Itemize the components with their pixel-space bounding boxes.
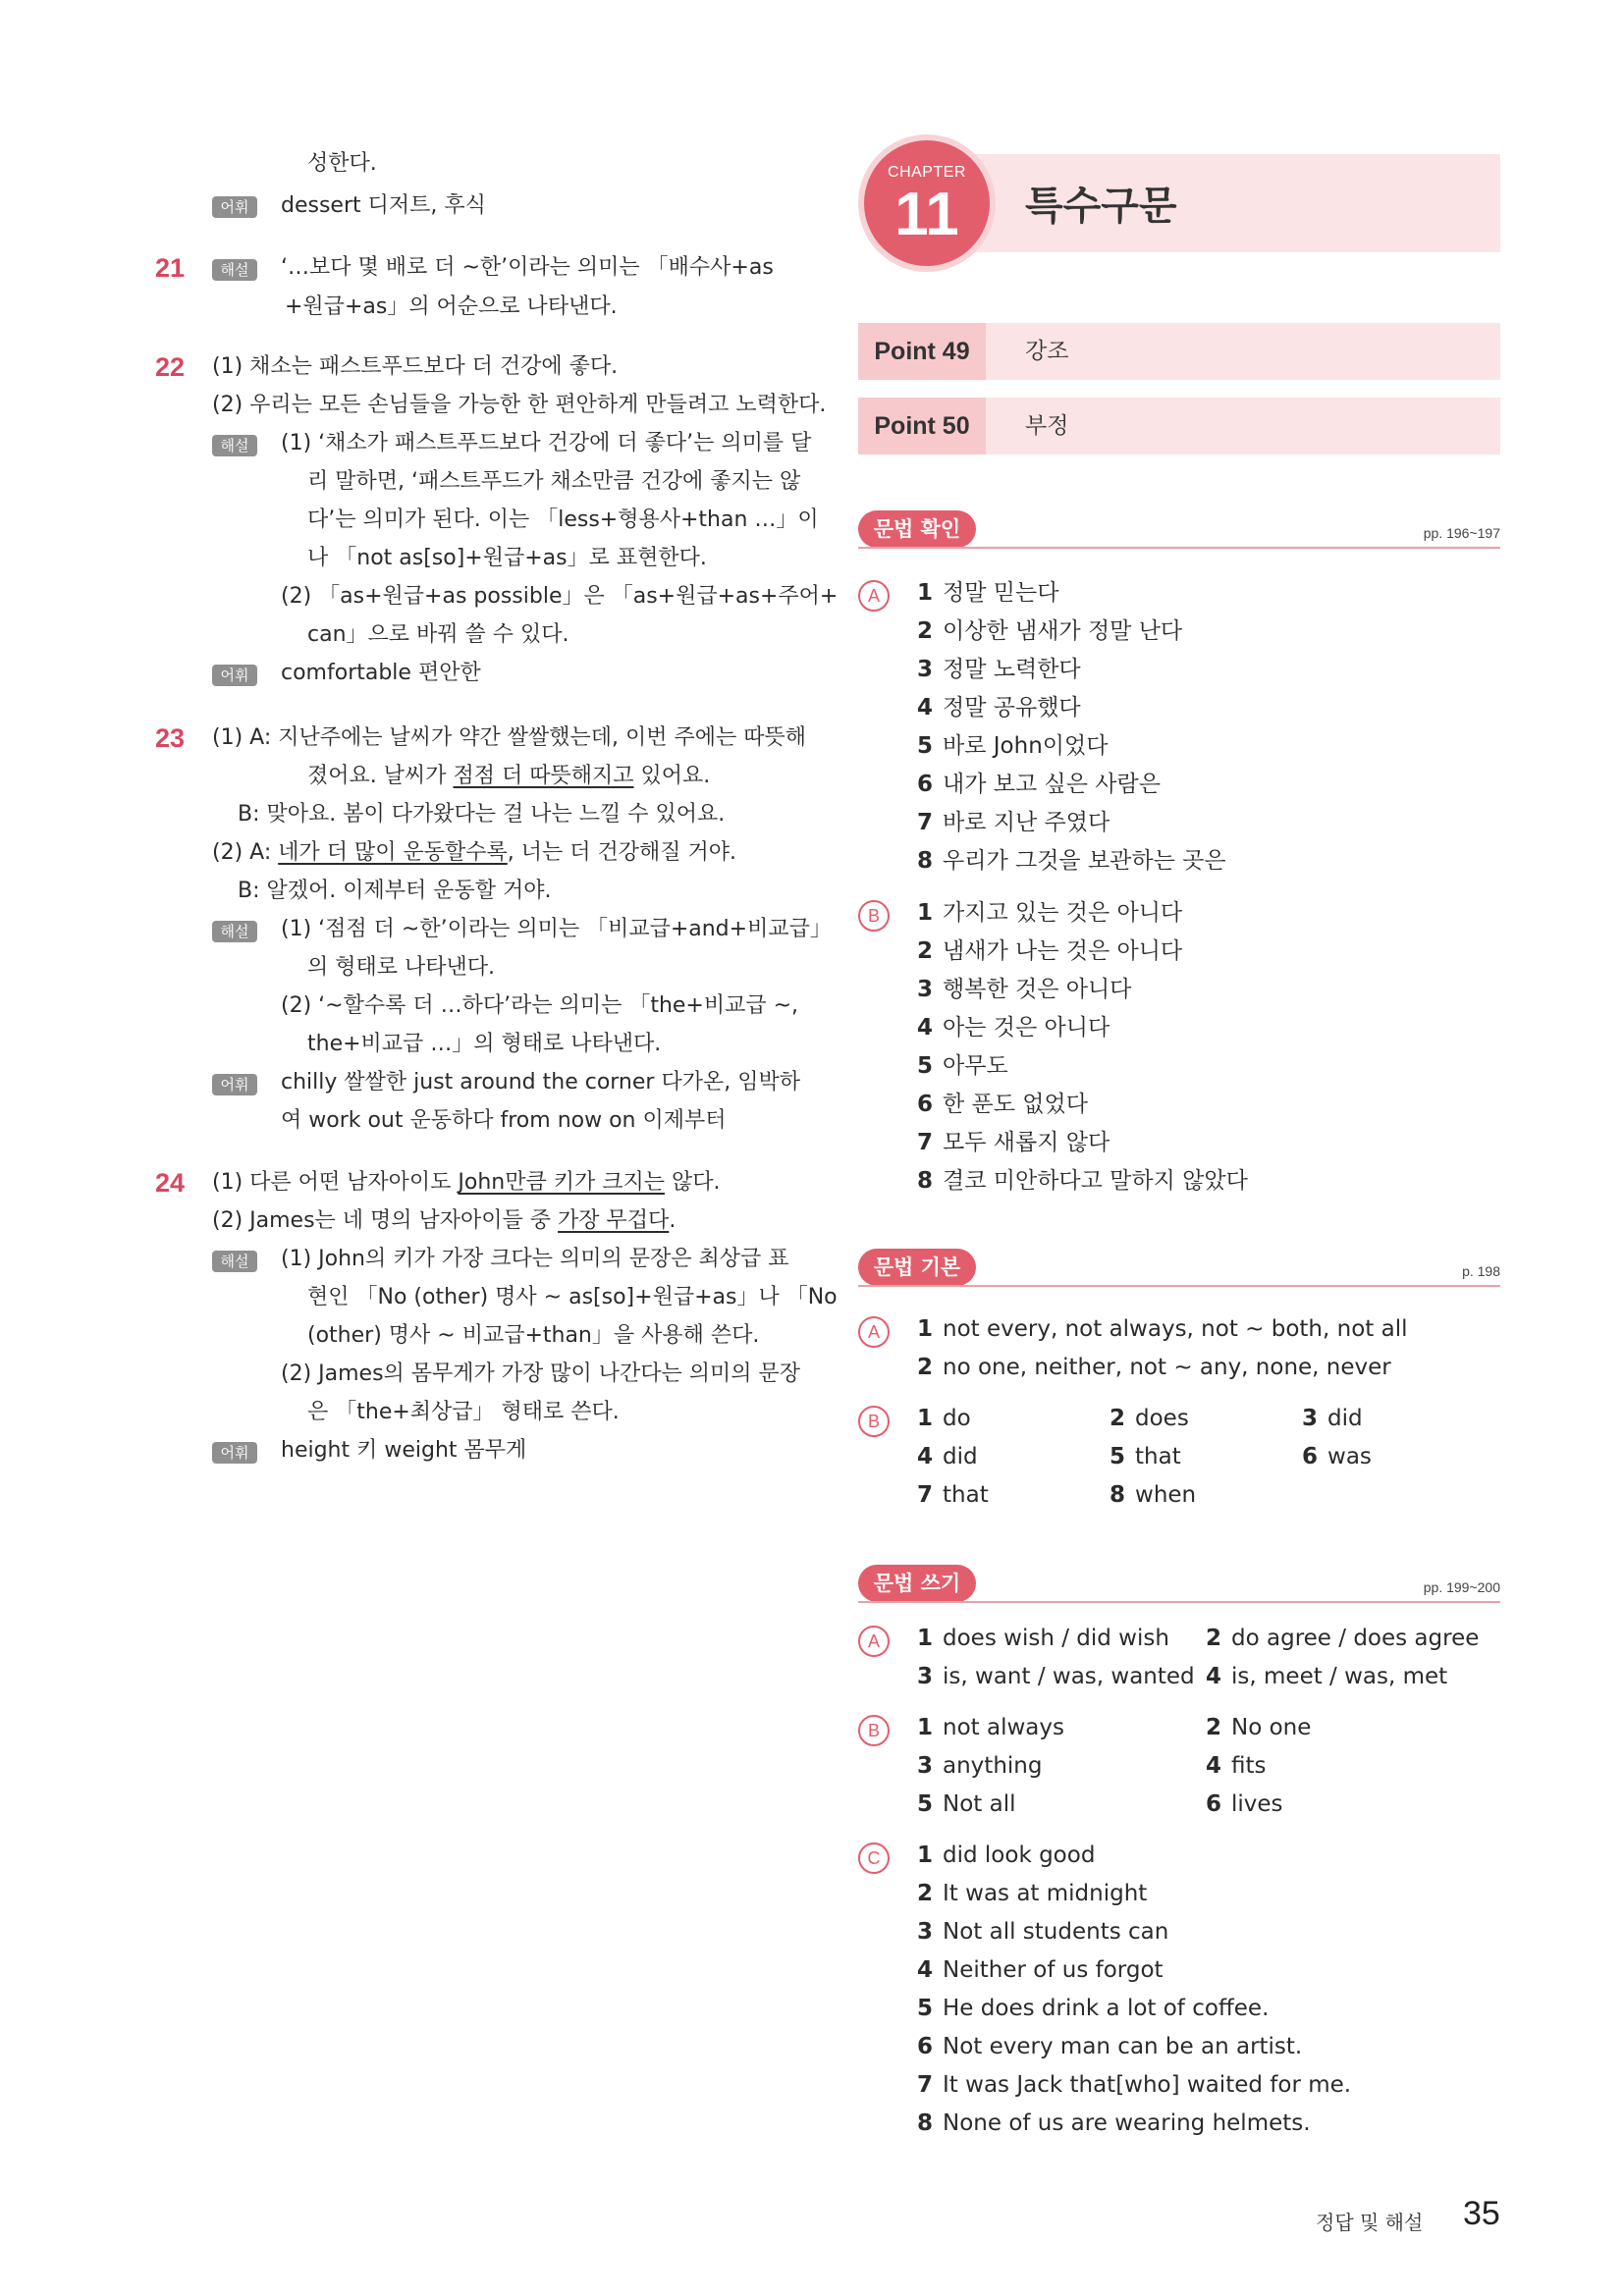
explain-line: 현인 「No (other) 명사 ~ as[so]+원급+as」나 「No xyxy=(307,1285,838,1309)
question-number: 21 xyxy=(155,253,186,283)
answer-item xyxy=(917,2070,1351,2100)
underlined-answer: 가장 무겁다 xyxy=(558,1208,670,1233)
answer-item xyxy=(917,1841,1095,1870)
section-title: 문법 쓰기 xyxy=(858,1565,976,1602)
vocab-line: comfortable 편안한 xyxy=(281,661,481,685)
item-number: 3 xyxy=(917,1753,934,1779)
dialog-line: B: 맞아요. 봄이 다가왔다는 걸 나는 느낄 수 있어요. xyxy=(238,802,726,827)
item-number: 1 xyxy=(917,1715,934,1740)
item-number: 1 xyxy=(917,1406,934,1431)
answer-item xyxy=(1110,1404,1189,1433)
explain-line: ‘…보다 몇 배로 더 ~한’이라는 의미는 「배수사+as xyxy=(281,255,774,280)
item-number: 8 xyxy=(1110,1482,1126,1508)
item-number: 1 xyxy=(917,900,934,926)
vocab-tag: 어휘 xyxy=(212,1442,257,1464)
answer-item xyxy=(1206,1662,1447,1691)
item-text: 바로 John이었다 xyxy=(943,733,1109,759)
answer-item xyxy=(917,1879,1147,1908)
vocab-tag: 어휘 xyxy=(212,196,257,218)
explain-line: can」으로 바꿔 쓸 수 있다. xyxy=(307,622,569,647)
item-text: is, meet / was, met xyxy=(1231,1664,1448,1689)
item-number: 3 xyxy=(917,1664,934,1689)
intro-vocab: dessert 디저트, 후식 xyxy=(281,193,486,218)
answer-item xyxy=(1206,1713,1311,1742)
answer-item xyxy=(1206,1789,1283,1819)
item-number: 7 xyxy=(917,2072,934,2098)
item-text: was xyxy=(1327,1444,1372,1469)
answer-line: (1) 채소는 패스트푸드보다 더 건강에 좋다. xyxy=(212,354,619,379)
item-number: 3 xyxy=(917,1919,934,1945)
answer-item xyxy=(1110,1442,1181,1471)
vocab-line: chilly 쌀쌀한 just around the corner 다가온, 임박하 xyxy=(281,1070,800,1095)
answer-item xyxy=(917,2109,1311,2138)
item-text: is, want / was, wanted xyxy=(943,1664,1195,1689)
item-number: 1 xyxy=(917,1626,934,1651)
footer-label: 정답 및 해설 xyxy=(1316,2211,1424,2234)
dialog-line: 졌어요. 날씨가 점점 더 따뜻해지고 있어요. xyxy=(307,764,711,788)
item-number: 1 xyxy=(917,1316,934,1342)
item-number: 5 xyxy=(917,733,934,759)
item-number: 4 xyxy=(917,695,934,721)
explain-line: (1) John의 키가 가장 크다는 의미의 문장은 최상급 표 xyxy=(281,1247,789,1271)
answer-item xyxy=(1206,1751,1267,1781)
item-text: He does drink a lot of coffee. xyxy=(943,1996,1270,2021)
answer-item xyxy=(917,1789,1016,1819)
item-number: 6 xyxy=(917,1092,934,1117)
item-text: did look good xyxy=(943,1842,1096,1868)
explain-tag: 해설 xyxy=(212,1251,257,1272)
group-marker: C xyxy=(858,1842,890,1874)
item-number: 2 xyxy=(1206,1715,1222,1740)
item-text: It was at midnight xyxy=(943,1881,1148,1906)
item-text: 내가 보고 싶은 사람은 xyxy=(943,772,1161,797)
explain-tag: 해설 xyxy=(212,435,257,456)
item-number: 5 xyxy=(917,1791,934,1817)
page-number: 35 xyxy=(1463,2195,1500,2232)
item-number: 2 xyxy=(1206,1626,1222,1651)
dialog-line: B: 알겠어. 이제부터 운동할 거야. xyxy=(238,879,552,903)
item-text: 아는 것은 아니다 xyxy=(943,1015,1110,1041)
group-marker: A xyxy=(858,580,890,612)
answer-item xyxy=(917,1955,1164,1985)
answer-item xyxy=(917,770,1161,799)
item-number: 5 xyxy=(1110,1444,1126,1469)
vocab-line: height 키 weight 몸무게 xyxy=(281,1438,527,1463)
answer-item xyxy=(917,731,1108,761)
answer-item xyxy=(1110,1480,1196,1510)
answer-item xyxy=(917,808,1110,837)
item-text: did xyxy=(1327,1406,1363,1431)
explain-line: (2) ‘~할수록 더 …하다’라는 의미는 「the+비교급 ~, xyxy=(281,993,799,1018)
point-text: 강조 xyxy=(1025,339,1069,364)
answer-item xyxy=(917,1442,978,1471)
answer-item xyxy=(917,1404,971,1433)
item-text: no one, neither, not ~ any, none, never xyxy=(943,1355,1391,1380)
item-number: 1 xyxy=(917,580,934,606)
explain-tag: 해설 xyxy=(212,921,257,942)
question-number: 22 xyxy=(155,352,186,382)
explain-line: 다’는 의미가 된다. 이는 「less+형용사+than …」이 xyxy=(307,507,819,532)
answer-item xyxy=(917,936,1182,966)
answer-item xyxy=(917,1624,1169,1653)
answer-item xyxy=(917,898,1182,928)
answer-item xyxy=(917,1013,1110,1042)
item-text: Not every man can be an artist. xyxy=(943,2034,1303,2059)
item-number: 4 xyxy=(917,1015,934,1041)
item-text: 정말 노력한다 xyxy=(943,657,1081,682)
item-number: 7 xyxy=(917,1130,934,1155)
point-label: Point 49 xyxy=(858,323,986,380)
item-text: 우리가 그것을 보관하는 곳은 xyxy=(943,848,1226,874)
item-text: 한 푼도 없었다 xyxy=(943,1092,1088,1117)
explain-line: (2) James의 몸무게가 가장 많이 나간다는 의미의 문장 xyxy=(281,1362,801,1386)
vocab-tag: 어휘 xyxy=(212,1074,257,1095)
answer-item xyxy=(917,2032,1302,2061)
item-number: 7 xyxy=(917,810,934,835)
explain-line: the+비교급 …」의 형태로 나타낸다. xyxy=(307,1032,662,1056)
item-number: 2 xyxy=(917,1355,934,1380)
answer-item xyxy=(917,1128,1110,1157)
item-number: 4 xyxy=(917,1957,934,1983)
item-text: 가지고 있는 것은 아니다 xyxy=(943,900,1183,926)
group-marker: B xyxy=(858,900,890,932)
item-number: 3 xyxy=(917,977,934,1002)
item-text: 바로 지난 주였다 xyxy=(943,810,1110,835)
answer-item xyxy=(1206,1624,1479,1653)
underlined-answer: John만큼 키가 크지는 xyxy=(458,1170,665,1195)
item-text: does wish / did wish xyxy=(943,1626,1169,1651)
chapter-label: CHAPTER xyxy=(888,164,966,181)
item-text: 정말 공유했다 xyxy=(943,695,1081,721)
answer-item xyxy=(917,1353,1391,1382)
item-number: 5 xyxy=(917,1996,934,2021)
answer-item xyxy=(917,1662,1195,1691)
item-number: 2 xyxy=(917,1881,934,1906)
item-text: that xyxy=(1135,1444,1181,1469)
item-number: 2 xyxy=(1110,1406,1126,1431)
answer-item xyxy=(917,1090,1088,1119)
explain-line: 리 말하면, ‘패스트푸드가 채소만큼 건강에 좋지는 않 xyxy=(307,469,801,494)
explain-line: 은 「the+최상급」 형태로 쓴다. xyxy=(307,1400,620,1424)
section-pages: p. 198 xyxy=(1462,1263,1500,1279)
answer-item xyxy=(917,1994,1269,2023)
item-text: anything xyxy=(943,1753,1043,1779)
answer-item xyxy=(917,616,1182,646)
item-text: 결코 미안하다고 말하지 않았다 xyxy=(943,1168,1248,1194)
item-text: did xyxy=(943,1444,978,1469)
item-number: 6 xyxy=(1302,1444,1319,1469)
item-text: 모두 새롭지 않다 xyxy=(943,1130,1110,1155)
group-marker: B xyxy=(858,1715,890,1746)
item-number: 4 xyxy=(1206,1664,1222,1689)
item-number: 4 xyxy=(1206,1753,1222,1779)
question-number: 24 xyxy=(155,1168,186,1198)
answer-item xyxy=(917,846,1226,876)
answer-item xyxy=(917,693,1081,722)
answer-item xyxy=(1302,1442,1372,1471)
chapter-number: 11 xyxy=(894,181,959,248)
answer-line: (2) James는 네 명의 남자아이들 중 가장 무겁다. xyxy=(212,1208,677,1233)
group-marker: A xyxy=(858,1626,890,1657)
underlined-answer: 점점 더 따뜻해지고 xyxy=(453,764,634,788)
item-text: Not all students can xyxy=(943,1919,1169,1945)
item-text: Neither of us forgot xyxy=(943,1957,1164,1983)
answer-item xyxy=(917,975,1131,1004)
answer-line: (2) 우리는 모든 손님들을 가능한 한 편안하게 만들려고 노력한다. xyxy=(212,393,827,417)
answer-item xyxy=(917,1480,989,1510)
item-text: 냄새가 나는 것은 아니다 xyxy=(943,938,1183,964)
item-text: 정말 믿는다 xyxy=(943,580,1059,606)
explain-line: +원급+as」의 어순으로 나타낸다. xyxy=(285,294,618,319)
answer-item xyxy=(917,1917,1168,1947)
answer-item xyxy=(917,578,1058,608)
item-number: 4 xyxy=(917,1444,934,1469)
item-number: 8 xyxy=(917,1168,934,1194)
answer-item xyxy=(917,1713,1064,1742)
underlined-answer: 네가 더 많이 운동할수록 xyxy=(278,840,508,865)
explain-line: 나 「not as[so]+원급+as」로 표현한다. xyxy=(307,546,707,570)
item-text: None of us are wearing helmets. xyxy=(943,2110,1311,2136)
section-title: 문법 기본 xyxy=(858,1249,976,1286)
answer-item xyxy=(917,1051,1008,1081)
explain-line: (other) 명사 ~ 비교급+than」을 사용해 쓴다. xyxy=(307,1323,760,1348)
item-text: 행복한 것은 아니다 xyxy=(943,977,1132,1002)
section-rule xyxy=(858,1601,1500,1603)
item-text: fits xyxy=(1231,1753,1267,1779)
item-number: 1 xyxy=(917,1842,934,1868)
answer-item xyxy=(1302,1404,1363,1433)
answer-item xyxy=(917,655,1081,684)
chapter-title: 특수구문 xyxy=(1025,184,1177,229)
chapter-badge xyxy=(858,134,996,272)
answer-item xyxy=(917,1751,1042,1781)
item-text: It was Jack that[who] waited for me. xyxy=(943,2072,1352,2098)
item-number: 2 xyxy=(917,938,934,964)
question-number: 23 xyxy=(155,723,186,753)
item-text: not always xyxy=(943,1715,1064,1740)
item-text: lives xyxy=(1231,1791,1283,1817)
dialog-line: (1) A: 지난주에는 날씨가 약간 쌀쌀했는데, 이번 주에는 따뜻해 xyxy=(212,725,806,750)
answer-item xyxy=(917,1314,1407,1344)
item-text: does xyxy=(1135,1406,1189,1431)
item-text: do agree / does agree xyxy=(1231,1626,1480,1651)
item-text: do xyxy=(943,1406,971,1431)
answer-item xyxy=(917,1166,1248,1196)
section-title: 문법 확인 xyxy=(858,510,976,548)
item-number: 5 xyxy=(917,1053,934,1079)
group-marker: A xyxy=(858,1316,890,1348)
intro-line: 성한다. xyxy=(307,151,377,176)
group-marker: B xyxy=(858,1406,890,1437)
item-number: 6 xyxy=(917,772,934,797)
point-label: Point 50 xyxy=(858,398,986,454)
point-text: 부정 xyxy=(1025,413,1069,439)
point-row xyxy=(858,323,1500,380)
explain-line: (1) ‘채소가 패스트푸드보다 건강에 더 좋다’는 의미를 달 xyxy=(281,431,812,455)
item-text: 이상한 냄새가 정말 난다 xyxy=(943,618,1183,644)
item-number: 6 xyxy=(1206,1791,1222,1817)
dialog-line: (2) A: 네가 더 많이 운동할수록, 너는 더 건강해질 거야. xyxy=(212,840,736,865)
explain-line: 의 형태로 나타낸다. xyxy=(307,955,495,980)
item-number: 3 xyxy=(917,657,934,682)
item-number: 3 xyxy=(1302,1406,1319,1431)
vocab-tag: 어휘 xyxy=(212,665,257,686)
section-pages: pp. 196~197 xyxy=(1423,525,1500,541)
item-text: 아무도 xyxy=(943,1053,1008,1079)
item-number: 7 xyxy=(917,1482,934,1508)
item-text: when xyxy=(1135,1482,1197,1508)
explain-line: (2) 「as+원급+as possible」은 「as+원급+as+주어+ xyxy=(281,584,839,609)
point-row xyxy=(858,398,1500,454)
section-rule xyxy=(858,547,1500,549)
item-text: that xyxy=(943,1482,989,1508)
section-pages: pp. 199~200 xyxy=(1423,1579,1500,1595)
item-text: No one xyxy=(1231,1715,1312,1740)
item-number: 2 xyxy=(917,618,934,644)
item-text: not every, not always, not ~ both, not all xyxy=(943,1316,1408,1342)
item-number: 8 xyxy=(917,2110,934,2136)
item-number: 8 xyxy=(917,848,934,874)
item-text: Not all xyxy=(943,1791,1016,1817)
section-rule xyxy=(858,1285,1500,1287)
explain-line: (1) ‘점점 더 ~한’이라는 의미는 「비교급+and+비교급」 xyxy=(281,917,832,941)
answer-line: (1) 다른 어떤 남자아이도 John만큼 키가 크지는 않다. xyxy=(212,1170,721,1195)
explain-tag: 해설 xyxy=(212,259,257,281)
vocab-line: 여 work out 운동하다 from now on 이제부터 xyxy=(281,1108,727,1133)
item-number: 6 xyxy=(917,2034,934,2059)
